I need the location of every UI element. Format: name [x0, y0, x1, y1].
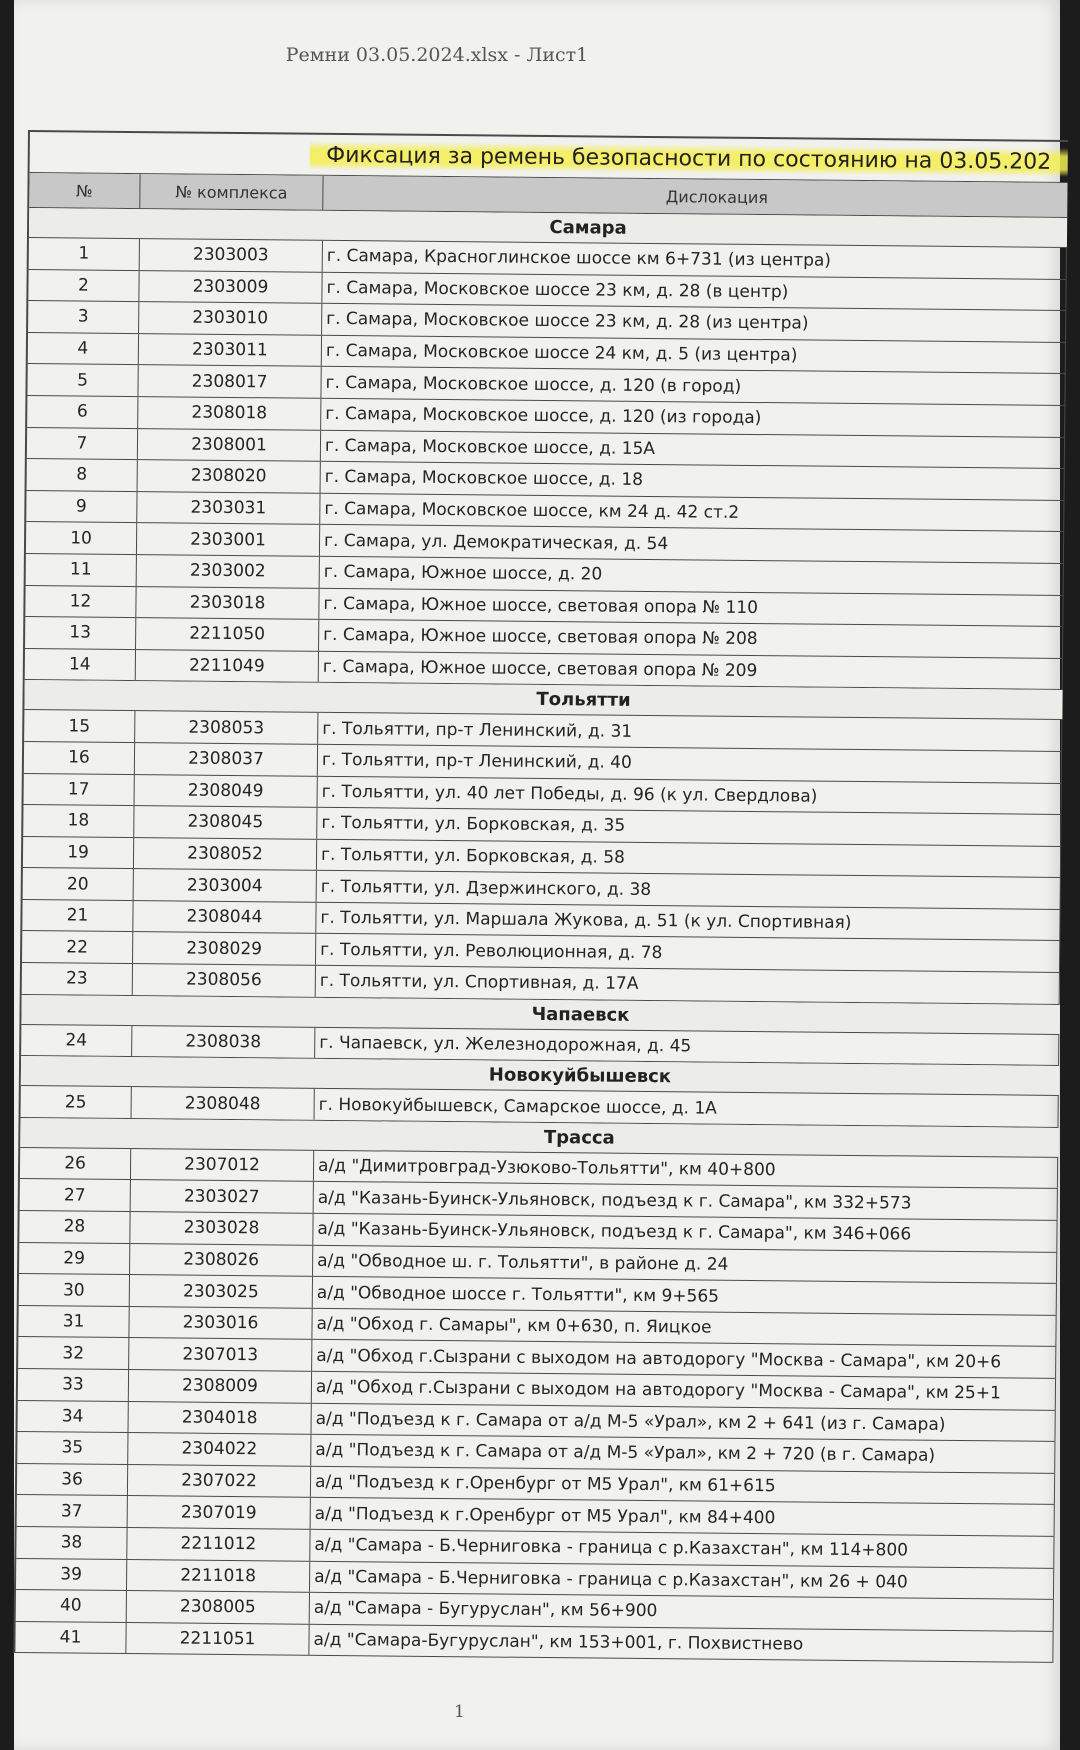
row-number-cell: 10 [26, 522, 137, 554]
location-cell: а/д "Казань-Буинск-Ульяновск, подъезд к г. Самара", км 332+573 [314, 1182, 1058, 1220]
complex-id-cell: 2308049 [135, 775, 318, 807]
complex-id-cell: 2303031 [137, 492, 320, 524]
header-location: Дислокация [343, 176, 1080, 217]
complex-id-cell: 2307022 [128, 1465, 311, 1497]
complex-id-cell: 2308048 [132, 1087, 315, 1119]
row-number-cell: 30 [19, 1274, 130, 1306]
location-cell: г. Самара, Московское шоссе, д. 120 (из города) [321, 399, 1065, 437]
row-number-cell: 14 [25, 649, 136, 681]
row-number-cell: 24 [21, 1025, 132, 1057]
row-number-cell: 18 [23, 805, 134, 837]
row-number-cell: 40 [16, 1590, 127, 1622]
row-number-cell: 21 [22, 900, 133, 932]
location-cell: г. Самара, Южное шоссе, световая опора № 209 [319, 652, 1063, 690]
location-cell: г. Самара, Московское шоссе, км 24 д. 42 ст.2 [320, 494, 1064, 532]
location-cell: г. Новокуйбышевск, Самарское шоссе, д. 1А [315, 1089, 1059, 1127]
complex-id-cell: 2308026 [130, 1244, 313, 1276]
location-cell: а/д "Подъезд к г. Самара от а/д М-5 «Урал», км 2 + 641 (из г. Самара) [311, 1403, 1055, 1441]
location-cell: а/д "Самара - Бугуруслан", км 56+900 [310, 1593, 1054, 1631]
complex-id-cell: 2307019 [128, 1496, 311, 1528]
row-number-cell: 15 [24, 710, 135, 742]
row-number-cell: 26 [20, 1148, 131, 1180]
header-complex: № комплекса [140, 174, 323, 210]
location-cell: г. Тольятти, пр-т Ленинский, д. 40 [318, 745, 1062, 783]
location-cell: г. Тольятти, пр-т Ленинский, д. 31 [318, 713, 1062, 751]
location-cell: г. Самара, Южное шоссе, д. 20 [320, 557, 1064, 595]
location-cell: а/д "Самара - Б.Черниговка - граница с р.Казахстан", км 26 + 040 [310, 1561, 1054, 1599]
location-cell: г. Самара, Московское шоссе, д. 120 (в город) [321, 367, 1065, 405]
row-number-cell: 20 [23, 868, 134, 900]
location-cell: г. Самара, Красноглинское шоссе км 6+731 (из центра) [323, 241, 1067, 279]
complex-id-cell: 2303016 [129, 1307, 312, 1339]
complex-id-cell: 2308005 [127, 1591, 310, 1623]
row-number-cell: 3 [28, 301, 139, 333]
complex-id-cell: 2211051 [126, 1623, 309, 1655]
complex-id-cell: 2303025 [130, 1275, 313, 1307]
complex-id-cell: 2308001 [138, 429, 321, 461]
row-number-cell: 31 [18, 1306, 129, 1338]
location-cell: а/д "Подъезд к г. Самара от а/д М-5 «Урал», км 2 + 720 (в г. Самара) [311, 1435, 1055, 1473]
complex-id-cell: 2308029 [133, 933, 316, 965]
complex-id-cell: 2308020 [138, 460, 321, 492]
complex-id-cell: 2308056 [133, 964, 316, 996]
table-title: Фиксация за ремень безопасности по состоянию на 03.05.202 [310, 140, 1067, 176]
location-cell: г. Тольятти, ул. 40 лет Победы, д. 96 (к ул. Свердлова) [318, 776, 1062, 814]
location-cell: г. Тольятти, ул. Борковская, д. 58 [317, 839, 1061, 877]
row-number-cell: 2 [28, 270, 139, 302]
row-number-cell: 13 [25, 617, 136, 649]
complex-id-cell: 2308038 [132, 1026, 315, 1058]
location-cell: а/д "Димитровград-Узюково-Тольятти", км 40+800 [314, 1151, 1058, 1189]
complex-id-cell: 2304022 [128, 1433, 311, 1465]
row-number-cell: 4 [28, 333, 139, 365]
complex-id-cell: 2307013 [129, 1338, 312, 1370]
complex-id-cell: 2308009 [129, 1370, 312, 1402]
complex-id-cell: 2303009 [139, 271, 322, 303]
row-number-cell: 38 [16, 1527, 127, 1559]
location-cell: а/д "Казань-Буинск-Ульяновск, подъезд к г. Самара", км 346+066 [313, 1214, 1057, 1252]
location-cell: а/д "Подъезд к г.Оренбург от М5 Урал", км 84+400 [311, 1498, 1055, 1536]
page-number: 1 [454, 1702, 465, 1722]
header-num: № [29, 173, 140, 208]
complex-id-cell: 2308045 [134, 806, 317, 838]
sheet-header: Ремни 03.05.2024.xlsx - Лист1 [285, 44, 589, 66]
row-number-cell: 34 [18, 1401, 129, 1433]
complex-id-cell: 2308052 [134, 838, 317, 870]
table-body [15, 208, 1067, 1663]
complex-id-cell: 2303010 [139, 302, 322, 334]
complex-id-cell: 2308053 [135, 711, 318, 743]
complex-id-cell: 2303011 [139, 334, 322, 366]
data-table [13, 130, 1068, 1663]
row-number-cell: 7 [27, 428, 138, 460]
location-cell: а/д "Самара-Бугуруслан", км 153+001, г. Похвистнево [309, 1625, 1053, 1663]
complex-id-cell: 2303027 [131, 1180, 314, 1212]
location-cell: а/д "Обход г.Сызрани с выходом на автодорогу "Москва - Самара", км 25+1 [312, 1372, 1056, 1410]
row-number-cell: 28 [19, 1211, 130, 1243]
row-number-cell: 39 [16, 1559, 127, 1591]
location-cell: а/д "Обход г.Сызрани с выходом на автодорогу "Москва - Самара", км 20+6 [312, 1340, 1056, 1378]
location-cell: г. Тольятти, ул. Маршала Жукова, д. 51 (к ул. Спортивная) [316, 903, 1060, 941]
location-cell: г. Самара, Южное шоссе, световая опора № 208 [319, 620, 1063, 658]
location-cell: г. Самара, ул. Демократическая, д. 54 [320, 525, 1064, 563]
complex-id-cell: 2308037 [135, 743, 318, 775]
row-number-cell: 1 [29, 238, 140, 270]
row-number-cell: 37 [17, 1495, 128, 1527]
complex-id-cell: 2307012 [131, 1149, 314, 1181]
row-number-cell: 41 [15, 1622, 126, 1654]
row-number-cell: 17 [24, 773, 135, 805]
row-number-cell: 36 [17, 1464, 128, 1496]
complex-id-cell: 2211049 [136, 650, 319, 682]
complex-id-cell: 2303001 [137, 523, 320, 555]
complex-id-cell: 2303018 [136, 587, 319, 619]
location-cell: г. Тольятти, ул. Дзержинского, д. 38 [317, 871, 1061, 909]
location-cell: г. Самара, Московское шоссе, д. 18 [321, 462, 1065, 500]
row-number-cell: 32 [18, 1337, 129, 1369]
row-number-cell: 22 [22, 931, 133, 963]
row-number-cell: 35 [17, 1432, 128, 1464]
complex-id-cell: 2303004 [134, 869, 317, 901]
complex-id-cell: 2303002 [137, 555, 320, 587]
row-number-cell: 5 [27, 364, 138, 396]
paper-sheet [14, 0, 1060, 1750]
city-group-label: Самара [549, 217, 627, 239]
row-number-cell: 29 [19, 1243, 130, 1275]
location-cell: а/д "Обход г. Самары", км 0+630, п. Яицкое [312, 1309, 1056, 1347]
complex-id-cell: 2211018 [127, 1560, 310, 1592]
row-number-cell: 27 [20, 1179, 131, 1211]
row-number-cell: 33 [18, 1369, 129, 1401]
complex-id-cell: 2303003 [140, 239, 323, 271]
complex-id-cell: 2304018 [129, 1402, 312, 1434]
location-cell: г. Тольятти, ул. Борковская, д. 35 [317, 808, 1061, 846]
location-cell: г. Самара, Московское шоссе 23 км, д. 28 (в центр) [322, 272, 1066, 310]
row-number-cell: 23 [22, 963, 133, 995]
location-cell: а/д "Обводное ш. г. Тольятти", в районе д. 24 [313, 1245, 1057, 1283]
row-number-cell: 19 [23, 837, 134, 869]
location-cell: а/д "Самара - Б.Черниговка - граница с р.Казахстан", км 114+800 [310, 1530, 1054, 1568]
row-number-cell: 8 [27, 459, 138, 491]
row-number-cell: 9 [26, 491, 137, 523]
city-group-label: Чапаевск [531, 1003, 630, 1026]
location-cell: г. Тольятти, ул. Спортивная, д. 17А [316, 966, 1060, 1004]
location-cell: г. Самара, Московское шоссе 24 км, д. 5 (из центра) [322, 336, 1066, 374]
city-group-label: Трасса [543, 1126, 615, 1149]
location-cell: а/д "Обводное шоссе г. Тольятти", км 9+565 [313, 1277, 1057, 1315]
row-number-cell: 12 [25, 586, 136, 618]
complex-id-cell: 2308017 [138, 365, 321, 397]
location-cell: г. Чапаевск, ул. Железнодорожная, д. 45 [315, 1027, 1059, 1065]
row-number-cell: 6 [27, 396, 138, 428]
city-group-label: Новокуйбышевск [488, 1064, 672, 1088]
location-cell: г. Самара, Московское шоссе, д. 15А [321, 430, 1065, 468]
location-cell: г. Самара, Южное шоссе, световая опора № 110 [319, 588, 1063, 626]
row-number-cell: 11 [26, 554, 137, 586]
location-cell: а/д "Подъезд к г.Оренбург от М5 Урал", км 61+615 [311, 1467, 1055, 1505]
complex-id-cell: 2211050 [136, 618, 319, 650]
row-number-cell: 25 [21, 1086, 132, 1118]
city-group-label: Тольятти [536, 689, 631, 712]
complex-id-cell: 2211012 [127, 1528, 310, 1560]
location-cell: г. Самара, Московское шоссе 23 км, д. 28 (из центра) [322, 304, 1066, 342]
row-number-cell: 16 [24, 742, 135, 774]
complex-id-cell: 2308018 [138, 397, 321, 429]
location-cell: г. Тольятти, ул. Революционная, д. 78 [316, 934, 1060, 972]
complex-id-cell: 2308044 [133, 901, 316, 933]
complex-id-cell: 2303028 [130, 1212, 313, 1244]
